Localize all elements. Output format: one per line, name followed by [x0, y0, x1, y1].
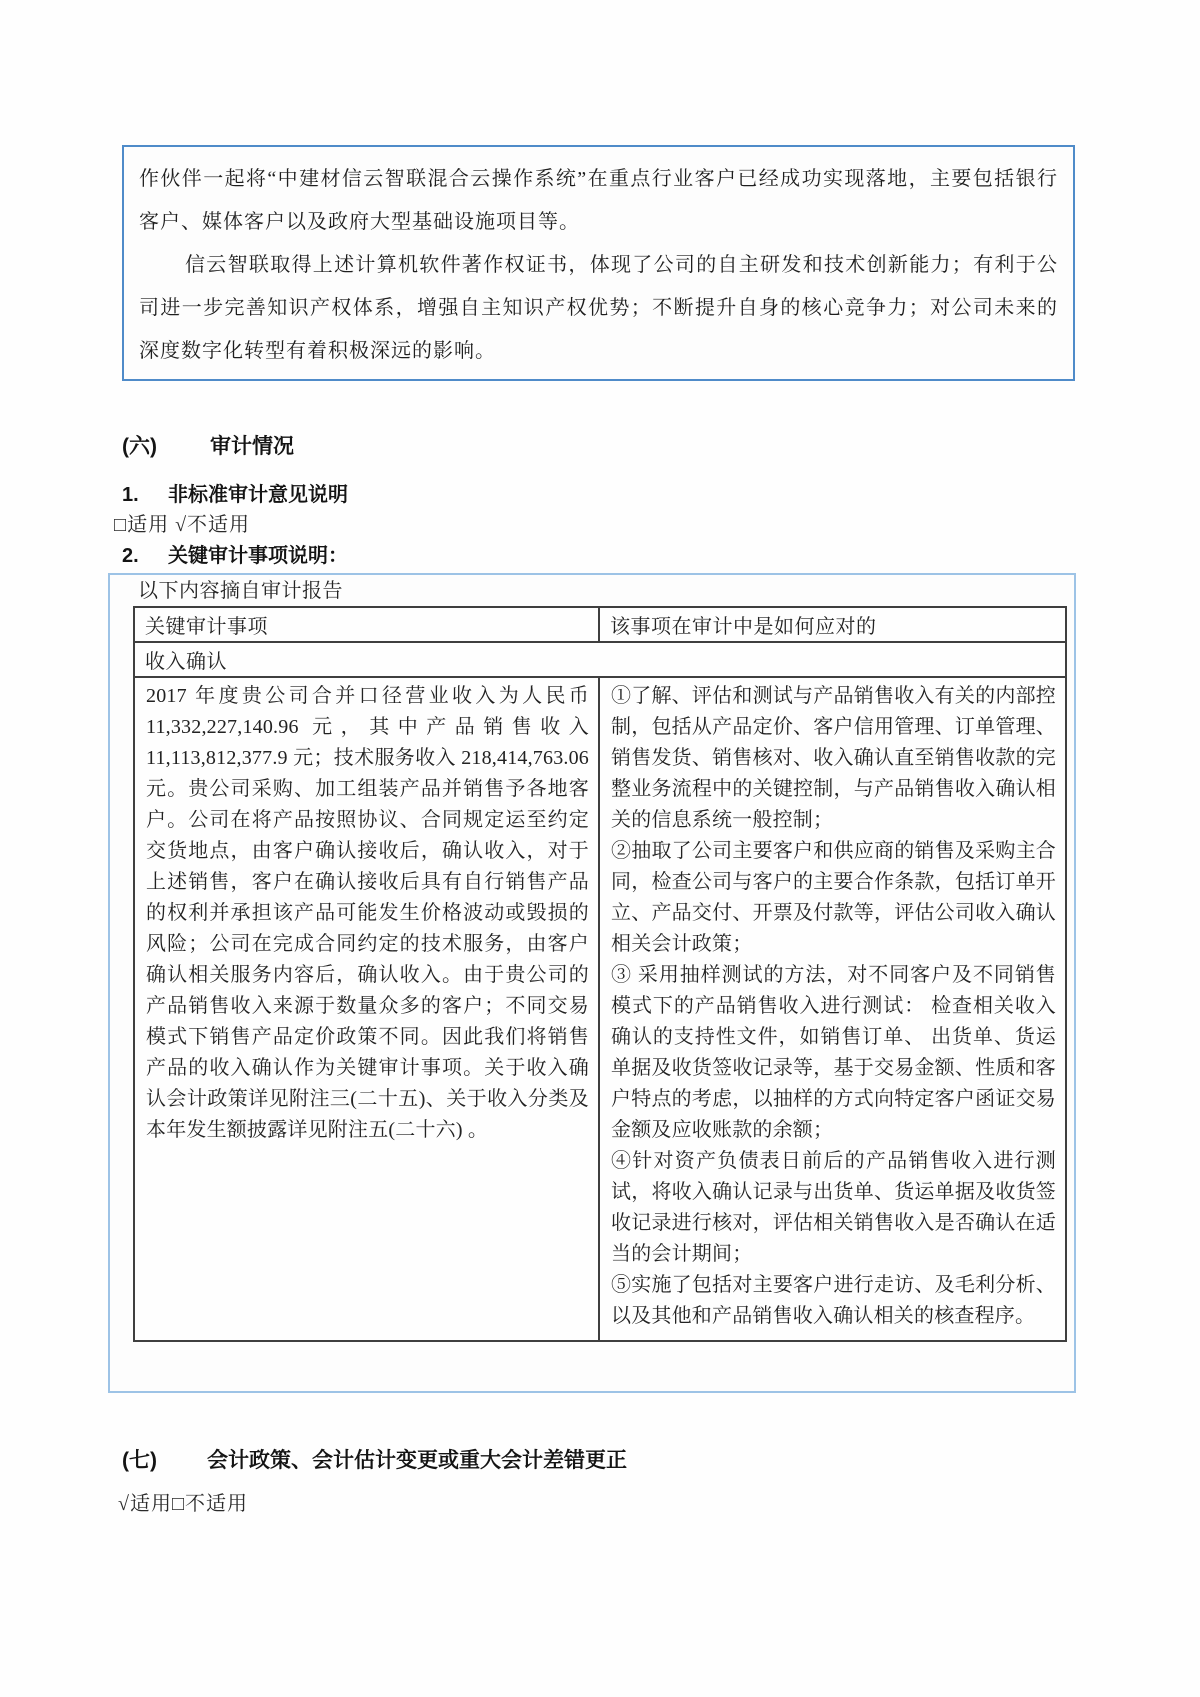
intro-paragraph-1: 作伙伴一起将“中建材信云智联混合云操作系统”在重点行业客户已经成功实现落地，主要包括银行客户、媒体客户以及政府大型基础设施项目等。 [139, 168, 1058, 233]
audit-table-caption: 以下内容摘自审计报告 [138, 580, 343, 602]
section-6-number: (六) [122, 435, 157, 458]
audit-table-container [108, 573, 1076, 1393]
revenue-recognition-subheader: 收入确认 [134, 642, 1066, 677]
response-item-4: ④针对资产负债表日前后的产品销售收入进行测试，将收入确认记录与出货单、货运单据及收货签收记录进行核对，评估相关销售收入是否确认在适当的会计期间； [611, 1150, 1056, 1265]
item-2-title: 关键审计事项说明： [168, 545, 348, 567]
response-item-3: ③ 采用抽样测试的方法，对不同客户及不同销售模式下的产品销售收入进行测试： 检查相关收入确认的支持性文件，如销售订单、 出货单、货运单据及收货签收记录等，基于交易金额、性质和客户特点的考虑，以抽样的方式向特定客户函证交易金额及应收账款的余额； [611, 964, 1056, 1141]
item-1-number: 1. [122, 484, 139, 506]
revenue-recognition-subheader-row [134, 642, 1066, 677]
section-7-number: (七) [122, 1449, 157, 1472]
section-6-heading [122, 430, 294, 460]
audit-table [133, 606, 1067, 1342]
intro-text-box [122, 145, 1075, 381]
col-header-key-audit-matter: 关键审计事项 [134, 607, 599, 642]
item-2-number: 2. [122, 545, 139, 567]
key-audit-matter-cell: 2017 年度贵公司合并口径营业收入为人民币 11,332,227,140.96 元，其中产品销售收入 11,113,812,377.9 元；技术服务收入 218,414,763.06 元。贵公司采购、加工组装产品并销售予各地客户。公司在将产品按照协议、合同规定运至约定交货地点，由客户确认接收后，确认收入，对于上述销售，客户在确认接收后具有自行销售产品的权利并承担该产品可能发生价格波动或毁损的风险；公司在完成合同约定的技术服务，由客户确认相关服务内容后，确认收入。由于贵公司的产品销售收入来源于数量众多的客户；不同交易模式下销售产品定价政策不同。因此我们将销售产品的收入确认作为关键审计事项。关于收入确认会计政策详见附注三(二十五)、关于收入分类及本年发生额披露详见附注五(二十六) 。 [134, 677, 599, 1341]
response-item-2: ②抽取了公司主要客户和供应商的销售及采购主合同，检查公司与客户的主要合作条款，包括订单开立、产品交付、开票及付款等，评估公司收入确认相关会计政策； [611, 840, 1056, 955]
response-item-1: ①了解、评估和测试与产品销售收入有关的内部控制，包括从产品定价、客户信用管理、订单管理、销售发货、销售核对、收入确认直至销售收款的完整业务流程中的关键控制，与产品销售收入确认相关的信息系统一般控制； [611, 685, 1056, 831]
item-1-title: 非标准审计意见说明 [168, 484, 348, 506]
col-header-audit-response: 该事项在审计中是如何应对的 [599, 607, 1066, 642]
item-1-applicability: □适用 √不适用 [114, 514, 251, 536]
audit-table-content-row [134, 677, 1066, 1341]
section-6-title: 审计情况 [210, 435, 294, 458]
section-7-applicability: √适用□不适用 [118, 1493, 249, 1515]
section-7-heading [122, 1444, 627, 1474]
response-item-5: ⑤实施了包括对主要客户进行走访、及毛利分析、以及其他和产品销售收入确认相关的核查程序。 [611, 1274, 1056, 1327]
audit-table-header-row [134, 607, 1066, 642]
audit-response-cell [599, 677, 1066, 1341]
section-7-title: 会计政策、会计估计变更或重大会计差错更正 [207, 1449, 627, 1472]
item-2-heading [122, 539, 348, 568]
item-1-heading [122, 478, 348, 507]
intro-paragraph-2: 信云智联取得上述计算机软件著作权证书，体现了公司的自主研发和技术创新能力；有利于公司进一步完善知识产权体系，增强自主知识产权优势；不断提升自身的核心竞争力；对公司未来的深度数字化转型有着积极深远的影响。 [139, 254, 1058, 362]
